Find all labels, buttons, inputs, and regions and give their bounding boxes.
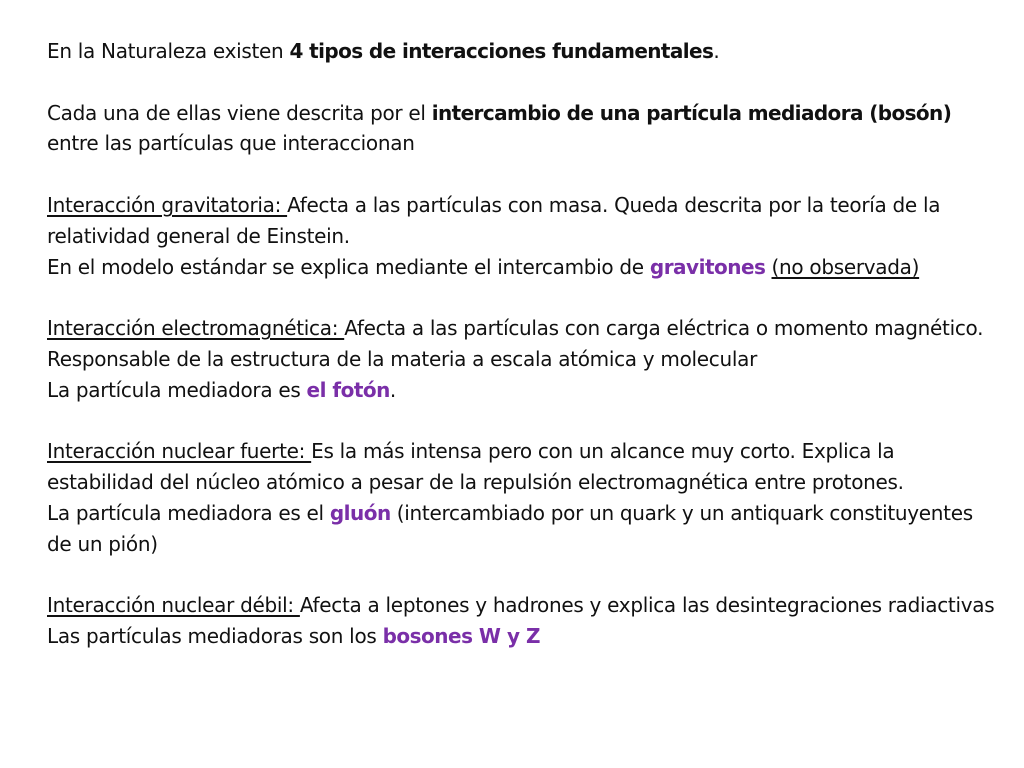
electromagnetic-mediator-text: La partícula mediadora es: [47, 377, 307, 402]
strong-heading: Interacción nuclear fuerte:: [47, 439, 312, 464]
exchange-text-end: entre las partículas que interaccionan: [47, 131, 415, 156]
weak-heading: Interacción nuclear débil:: [47, 593, 300, 618]
exchange-text: Cada una de ellas viene descrita por el: [47, 100, 432, 125]
intro-paragraph: [47, 36, 997, 67]
gravitational-model-line: [47, 252, 997, 283]
intro-text: En la Naturaleza existen: [47, 39, 290, 63]
strong-paragraph: [47, 436, 997, 498]
weak-description: Afecta a leptones y hadrones y explica las desintegraciones radiactivas: [299, 593, 995, 618]
gravitational-model-text: En el modelo estándar se explica mediante el intercambio de: [47, 254, 650, 279]
gravitational-note: (no observada): [771, 254, 920, 279]
weak-mediator-line: [47, 621, 997, 652]
intro-period: .: [713, 39, 720, 63]
electromagnetic-paragraph: [47, 313, 997, 375]
electromagnetic-mediator-line: [47, 375, 997, 406]
strong-mediator: gluón: [329, 500, 391, 525]
strong-mediator-end: (intercambiado por un quark y un antiquark constituyentes de un pión): [47, 500, 973, 556]
weak-paragraph: [47, 590, 997, 621]
intro-emphasis: 4 tipos de interacciones fundamentales: [289, 39, 714, 63]
weak-mediator: bosones W y Z: [382, 624, 540, 649]
gravitational-description: Afecta a las partículas con masa. Queda descrita por la teoría de la relatividad general de Einstein.: [47, 192, 941, 248]
electromagnetic-mediator: el fotón: [306, 377, 390, 402]
weak-mediator-text: Las partículas mediadoras son los: [47, 624, 383, 649]
strong-mediator-line: [47, 498, 997, 560]
electromagnetic-heading: Interacción electromagnética:: [47, 316, 345, 341]
gravitational-paragraph: [47, 190, 997, 252]
slide-content: [47, 36, 997, 652]
gravitational-heading: Interacción gravitatoria:: [47, 192, 288, 217]
strong-mediator-text: La partícula mediadora es el: [47, 500, 330, 525]
gravitational-mediator: gravitones: [649, 254, 766, 279]
exchange-paragraph: [47, 98, 997, 160]
electromagnetic-mediator-end: .: [389, 377, 396, 402]
strong-description: Es la más intensa pero con un alcance muy corto. Explica la estabilidad del núcleo atómico a pesar de la repulsión electromagnética entre protones.: [47, 439, 904, 495]
exchange-emphasis: intercambio de una partícula mediadora (bosón): [431, 100, 952, 125]
electromagnetic-description: Afecta a las partículas con carga eléctrica o momento magnético. Responsable de la estructura de la materia a escala atómica y molecular: [47, 316, 984, 371]
